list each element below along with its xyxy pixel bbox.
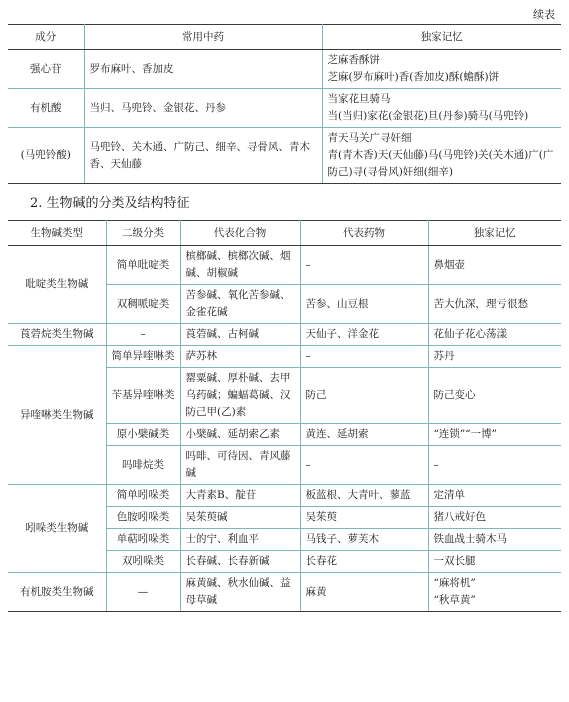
table1-header-herbs: 常用中药 bbox=[84, 25, 322, 50]
drugs-cell: 长春花 bbox=[300, 551, 428, 573]
table-row bbox=[8, 324, 561, 346]
table-row bbox=[8, 89, 561, 128]
compounds-cell: 小檗碱、延胡索乙素 bbox=[180, 424, 300, 446]
drugs-cell: 黄连、延胡索 bbox=[300, 424, 428, 446]
table2-header-row bbox=[8, 221, 561, 246]
compounds-cell: 大青素B、靛苷 bbox=[180, 485, 300, 507]
component-cell: 有机酸 bbox=[8, 89, 84, 128]
subclass-cell: — bbox=[106, 573, 180, 612]
table2-header-memory: 独家记忆 bbox=[428, 221, 561, 246]
herbs-cell: 当归、马兜铃、金银花、丹参 bbox=[84, 89, 322, 128]
memory-cell bbox=[322, 50, 561, 89]
alkaloid-type-cell: 莨菪烷类生物碱 bbox=[8, 324, 106, 346]
subclass-cell: 简单异喹啉类 bbox=[106, 346, 180, 368]
table2-header-drugs: 代表药物 bbox=[300, 221, 428, 246]
memory-cell: 定清单 bbox=[428, 485, 561, 507]
compounds-cell: 吗啡、可待因、青风藤碱 bbox=[180, 446, 300, 485]
component-cell: 强心苷 bbox=[8, 50, 84, 89]
drugs-cell: – bbox=[300, 446, 428, 485]
continued-label: 续表 bbox=[533, 8, 555, 21]
table2-header-compounds: 代表化合物 bbox=[180, 221, 300, 246]
section-title: 2. 生物碱的分类及结构特征 bbox=[30, 196, 190, 211]
page bbox=[8, 6, 561, 612]
subclass-cell: 简单吡啶类 bbox=[106, 246, 180, 285]
alkaloid-type-cell: 异喹啉类生物碱 bbox=[8, 346, 106, 485]
drugs-cell: 马钱子、萝芙木 bbox=[300, 529, 428, 551]
memory-line: 青(青木香)天(天仙藤)马(马兜铃)关(关木通)广(广防己)寻(寻骨风)奸细(细辛) bbox=[327, 149, 554, 178]
memory-cell: 铁血战士骑木马 bbox=[428, 529, 561, 551]
alkaloid-type-cell: 吡啶类生物碱 bbox=[8, 246, 106, 324]
compounds-cell: 莨菪碱、古柯碱 bbox=[180, 324, 300, 346]
table1-header-memory: 独家记忆 bbox=[322, 25, 561, 50]
memory-line: 当(当归)家花(金银花)旦(丹参)骑马(马兜铃) bbox=[327, 110, 529, 122]
table1-header-row bbox=[8, 25, 561, 50]
memory-cell: 一双长腿 bbox=[428, 551, 561, 573]
drugs-cell: 苦参、山豆根 bbox=[300, 285, 428, 324]
drugs-cell: – bbox=[300, 346, 428, 368]
compounds-cell: 长春碱、长春新碱 bbox=[180, 551, 300, 573]
table2-header-subclass: 二级分类 bbox=[106, 221, 180, 246]
memory-cell bbox=[428, 573, 561, 612]
compounds-cell: 苦参碱、氧化苦参碱、金雀花碱 bbox=[180, 285, 300, 324]
memory-line: 芝麻(罗布麻叶)香(香加皮)酥(蟾酥)饼 bbox=[327, 71, 500, 83]
memory-line: “麻将机” bbox=[433, 577, 476, 589]
compounds-cell: 麻黄碱、秋水仙碱、益母草碱 bbox=[180, 573, 300, 612]
subclass-cell: 原小檗碱类 bbox=[106, 424, 180, 446]
memory-cell: “连锁”“一博” bbox=[428, 424, 561, 446]
memory-cell: 猪八戒好色 bbox=[428, 507, 561, 529]
subclass-cell: 吗啡烷类 bbox=[106, 446, 180, 485]
table-row bbox=[8, 485, 561, 507]
memory-line: “秋草黄” bbox=[433, 594, 476, 606]
compounds-cell: 罂粟碱、厚朴碱、去甲乌药碱；蝙蝠葛碱、汉防己甲(乙)素 bbox=[180, 368, 300, 424]
memory-cell: 防己变心 bbox=[428, 368, 561, 424]
subclass-cell: 单萜吲哚类 bbox=[106, 529, 180, 551]
table-row bbox=[8, 346, 561, 368]
drugs-cell: 天仙子、洋金花 bbox=[300, 324, 428, 346]
drugs-cell: – bbox=[300, 246, 428, 285]
herbs-cell: 罗布麻叶、香加皮 bbox=[84, 50, 322, 89]
alkaloid-type-cell: 吲哚类生物碱 bbox=[8, 485, 106, 573]
drugs-cell: 防己 bbox=[300, 368, 428, 424]
table-cardiac-glycosides bbox=[8, 24, 561, 184]
subclass-cell: 双稠哌啶类 bbox=[106, 285, 180, 324]
compounds-cell: 萨苏林 bbox=[180, 346, 300, 368]
compounds-cell: 吴茱萸碱 bbox=[180, 507, 300, 529]
table-row bbox=[8, 573, 561, 612]
table-row bbox=[8, 50, 561, 89]
component-cell: (马兜铃酸) bbox=[8, 128, 84, 184]
subclass-cell: 色胺吲哚类 bbox=[106, 507, 180, 529]
drugs-cell: 板蓝根、大青叶、蓼蓝 bbox=[300, 485, 428, 507]
alkaloid-type-cell: 有机胺类生物碱 bbox=[8, 573, 106, 612]
table2-header-type: 生物碱类型 bbox=[8, 221, 106, 246]
memory-line: 芝麻香酥饼 bbox=[327, 54, 380, 66]
subclass-cell: 双吲哚类 bbox=[106, 551, 180, 573]
memory-cell: 鼻烟壶 bbox=[428, 246, 561, 285]
drugs-cell: 吴茱萸 bbox=[300, 507, 428, 529]
memory-cell: – bbox=[428, 446, 561, 485]
subclass-cell: – bbox=[106, 324, 180, 346]
table-alkaloid-classification bbox=[8, 220, 561, 612]
compounds-cell: 士的宁、利血平 bbox=[180, 529, 300, 551]
memory-cell: 花仙子花心荡漾 bbox=[428, 324, 561, 346]
subclass-cell: 简单吲哚类 bbox=[106, 485, 180, 507]
compounds-cell: 槟榔碱、槟榔次碱、烟碱、胡椒碱 bbox=[180, 246, 300, 285]
table-row bbox=[8, 246, 561, 285]
subclass-cell: 苄基异喹啉类 bbox=[106, 368, 180, 424]
memory-line: 当家花旦骑马 bbox=[327, 93, 391, 105]
herbs-cell: 马兜铃、关木通、广防己、细辛、寻骨风、青木香、天仙藤 bbox=[84, 128, 322, 184]
memory-cell bbox=[322, 128, 561, 184]
drugs-cell: 麻黄 bbox=[300, 573, 428, 612]
memory-cell: 苏丹 bbox=[428, 346, 561, 368]
memory-cell bbox=[322, 89, 561, 128]
table-row bbox=[8, 128, 561, 184]
memory-line: 青天马关广寻奸细 bbox=[327, 132, 412, 144]
table1-header-component: 成分 bbox=[8, 25, 84, 50]
memory-cell: 苦大仇深，理亏很愁 bbox=[428, 285, 561, 324]
